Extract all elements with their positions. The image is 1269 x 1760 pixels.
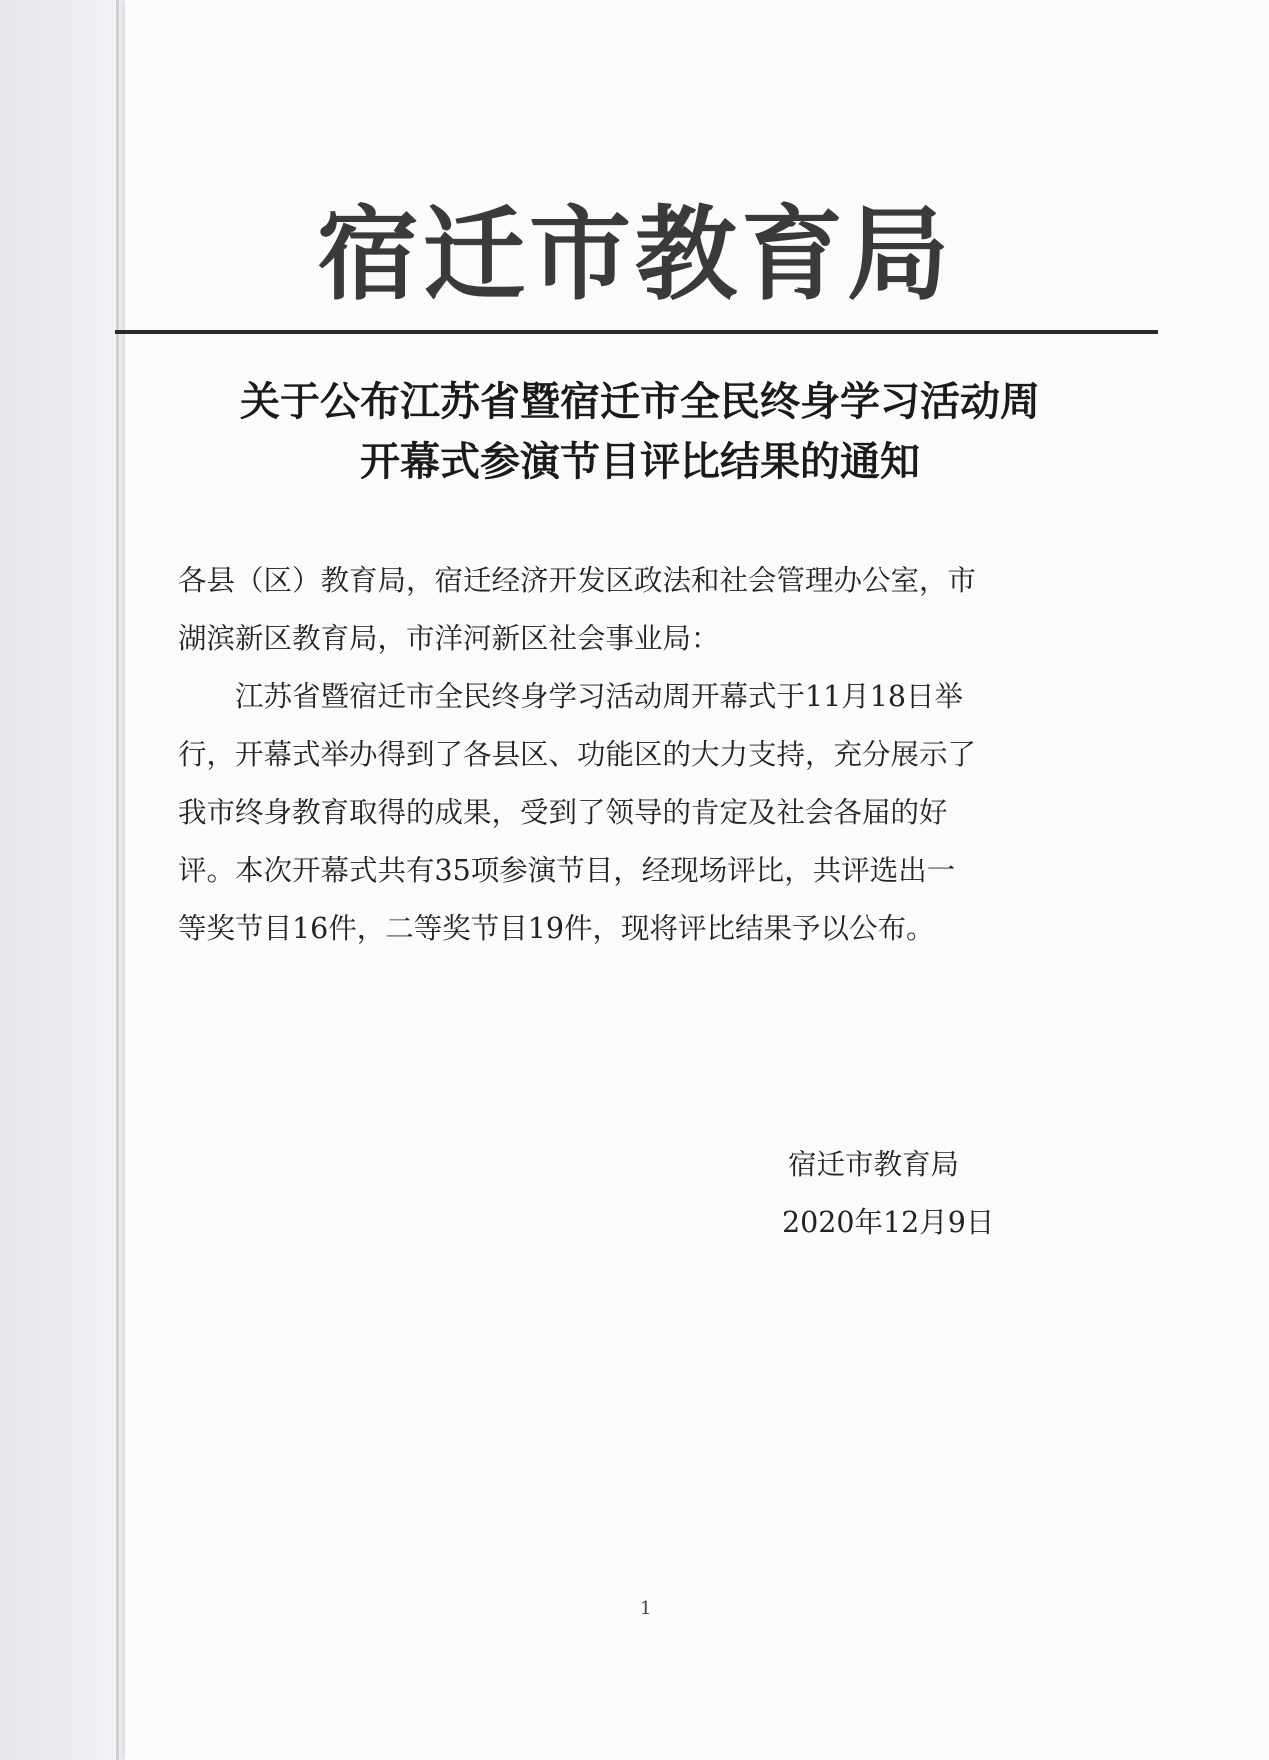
binding-strip: [0, 0, 135, 1760]
body-line: 评。本次开幕式共有35项参演节目，经现场评比，共评选出一: [178, 854, 956, 887]
masthead: 宿迁市教育局: [317, 196, 953, 315]
body-line: 我市终身教育取得的成果，受到了领导的肯定及社会各届的好: [178, 796, 948, 829]
body-line: 湖滨新区教育局，市洋河新区社会事业局：: [178, 622, 720, 655]
signature-org: 宿迁市教育局: [788, 1148, 960, 1181]
body-line: 各县（区）教育局，宿迁经济开发区政法和社会管理办公室，市: [178, 564, 977, 597]
body-line: 等奖节目16件，二等奖节目19件，现将评比结果予以公布。: [178, 912, 935, 945]
signature-block: [782, 1136, 994, 1252]
masthead-rule: [115, 330, 1158, 334]
document-body: [178, 552, 1098, 958]
signature-date: 2020年12月9日: [782, 1206, 995, 1239]
body-line: 江苏省暨宿迁市全民终身学习活动周开幕式于11月18日举: [178, 680, 964, 713]
title-line-2: 开幕式参演节目评比结果的通知: [360, 438, 920, 485]
title-line-1: 关于公布江苏省暨宿迁市全民终身学习活动周: [240, 378, 1040, 425]
page-fold: [116, 0, 119, 1760]
body-line: 行，开幕式举办得到了各县区、功能区的大力支持，充分展示了: [178, 738, 977, 771]
page-number: 1: [640, 1598, 652, 1619]
document-title: [140, 372, 1140, 492]
